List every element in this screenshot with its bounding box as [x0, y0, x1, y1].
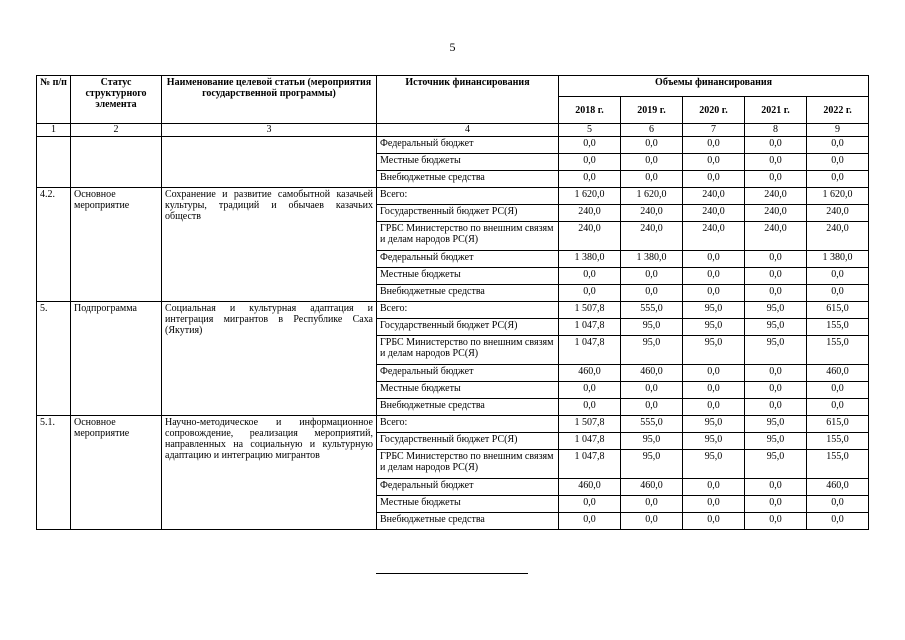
funding-value: 0,0: [559, 268, 621, 285]
funding-value: 95,0: [745, 450, 807, 479]
funding-value: 0,0: [559, 399, 621, 416]
funding-value: 0,0: [807, 513, 869, 530]
funding-value: 460,0: [559, 365, 621, 382]
funding-value: 240,0: [683, 205, 745, 222]
header-volumes: Объемы финансирования: [559, 76, 869, 97]
funding-value: 95,0: [745, 319, 807, 336]
funding-value: 0,0: [621, 513, 683, 530]
funding-source: Федеральный бюджет: [377, 365, 559, 382]
column-number: 4: [377, 124, 559, 137]
row-number: 4.2.: [37, 188, 71, 302]
funding-value: 0,0: [745, 513, 807, 530]
funding-value: 0,0: [683, 365, 745, 382]
funding-value: 95,0: [745, 336, 807, 365]
funding-source: Государственный бюджет РС(Я): [377, 319, 559, 336]
funding-value: 460,0: [559, 479, 621, 496]
funding-value: 0,0: [559, 285, 621, 302]
funding-value: 0,0: [621, 154, 683, 171]
funding-value: 240,0: [683, 188, 745, 205]
funding-value: 240,0: [559, 222, 621, 251]
funding-value: 95,0: [683, 302, 745, 319]
funding-value: 0,0: [807, 285, 869, 302]
funding-value: 95,0: [683, 416, 745, 433]
funding-value: 1 620,0: [621, 188, 683, 205]
funding-source: Федеральный бюджет: [377, 251, 559, 268]
table-row: [37, 137, 869, 154]
funding-value: 0,0: [559, 382, 621, 399]
row-number: 5.1.: [37, 416, 71, 530]
funding-value: 1 620,0: [559, 188, 621, 205]
funding-source: ГРБС Министерство по внешним связям и делам народов РС(Я): [377, 222, 559, 251]
column-numbers-row: [37, 124, 869, 137]
funding-value: 1 380,0: [559, 251, 621, 268]
funding-source: Всего:: [377, 188, 559, 205]
row-number: 5.: [37, 302, 71, 416]
funding-value: 0,0: [621, 496, 683, 513]
funding-value: 0,0: [621, 285, 683, 302]
funding-value: 240,0: [683, 222, 745, 251]
item-name: Социальная и культурная адаптация и интеграция мигрантов в Республике Саха (Якутия): [162, 302, 377, 416]
funding-source: Местные бюджеты: [377, 268, 559, 285]
funding-value: 240,0: [621, 205, 683, 222]
funding-value: 0,0: [807, 171, 869, 188]
funding-source: ГРБС Министерство по внешним связям и делам народов РС(Я): [377, 336, 559, 365]
funding-value: 615,0: [807, 416, 869, 433]
header-source: Источник финансирования: [377, 76, 559, 124]
column-number: 3: [162, 124, 377, 137]
funding-value: 155,0: [807, 319, 869, 336]
funding-value: 0,0: [807, 399, 869, 416]
funding-value: 0,0: [683, 268, 745, 285]
funding-value: 0,0: [745, 285, 807, 302]
item-name: [162, 137, 377, 188]
funding-value: 0,0: [683, 171, 745, 188]
table-body: [37, 137, 869, 530]
financing-table: [36, 75, 869, 530]
funding-value: 1 380,0: [807, 251, 869, 268]
funding-value: 240,0: [807, 222, 869, 251]
funding-value: 460,0: [807, 365, 869, 382]
structural-status: [71, 137, 162, 188]
funding-value: 1 620,0: [807, 188, 869, 205]
funding-value: 95,0: [683, 336, 745, 365]
column-number: 6: [621, 124, 683, 137]
funding-source: Государственный бюджет РС(Я): [377, 205, 559, 222]
funding-value: 240,0: [745, 205, 807, 222]
funding-value: 0,0: [745, 154, 807, 171]
funding-value: 95,0: [621, 319, 683, 336]
funding-value: 0,0: [683, 399, 745, 416]
funding-source: Федеральный бюджет: [377, 479, 559, 496]
funding-value: 0,0: [683, 496, 745, 513]
funding-source: ГРБС Министерство по внешним связям и делам народов РС(Я): [377, 450, 559, 479]
structural-status: Основное мероприятие: [71, 416, 162, 530]
funding-source: Местные бюджеты: [377, 154, 559, 171]
funding-value: 0,0: [683, 479, 745, 496]
item-name: Научно-методическое и информационное сопровождение, реализация мероприятий, направленных на социальную и культурную адаптацию и интеграцию мигрантов: [162, 416, 377, 530]
funding-value: 0,0: [683, 513, 745, 530]
funding-source: Внебюджетные средства: [377, 171, 559, 188]
item-name: Сохранение и развитие самобытной казачьей культуры, традиций и обычаев казачьих обществ: [162, 188, 377, 302]
funding-value: 615,0: [807, 302, 869, 319]
funding-value: 0,0: [621, 382, 683, 399]
funding-value: 0,0: [621, 171, 683, 188]
funding-value: 95,0: [621, 450, 683, 479]
funding-value: 0,0: [745, 479, 807, 496]
funding-value: 0,0: [621, 137, 683, 154]
funding-source: Внебюджетные средства: [377, 285, 559, 302]
funding-value: 0,0: [745, 251, 807, 268]
structural-status: Основное мероприятие: [71, 188, 162, 302]
funding-value: 240,0: [621, 222, 683, 251]
header-year: 2019 г.: [621, 97, 683, 124]
funding-value: 95,0: [683, 450, 745, 479]
column-number: 8: [745, 124, 807, 137]
funding-value: 95,0: [745, 302, 807, 319]
funding-source: Внебюджетные средства: [377, 513, 559, 530]
funding-value: 240,0: [807, 205, 869, 222]
funding-source: Местные бюджеты: [377, 382, 559, 399]
funding-value: 0,0: [621, 399, 683, 416]
structural-status: Подпрограмма: [71, 302, 162, 416]
funding-value: 1 507,8: [559, 302, 621, 319]
funding-value: 95,0: [683, 319, 745, 336]
funding-value: 0,0: [807, 137, 869, 154]
funding-value: 460,0: [807, 479, 869, 496]
funding-value: 155,0: [807, 433, 869, 450]
table-row: [37, 188, 869, 205]
funding-value: 240,0: [559, 205, 621, 222]
funding-value: 1 047,8: [559, 433, 621, 450]
column-number: 2: [71, 124, 162, 137]
table-header: [37, 76, 869, 137]
funding-value: 0,0: [807, 496, 869, 513]
header-year: 2022 г.: [807, 97, 869, 124]
funding-value: 1 380,0: [621, 251, 683, 268]
header-number: № п/п: [37, 76, 71, 124]
funding-value: 240,0: [745, 222, 807, 251]
column-number: 5: [559, 124, 621, 137]
funding-value: 1 047,8: [559, 319, 621, 336]
header-status: Статус структурного элемента: [71, 76, 162, 124]
funding-value: 0,0: [683, 137, 745, 154]
funding-value: 555,0: [621, 302, 683, 319]
funding-value: 1 047,8: [559, 336, 621, 365]
funding-source: Всего:: [377, 416, 559, 433]
row-number: [37, 137, 71, 188]
funding-value: 95,0: [621, 433, 683, 450]
column-number: 7: [683, 124, 745, 137]
funding-source: Всего:: [377, 302, 559, 319]
funding-value: 0,0: [745, 399, 807, 416]
funding-value: 0,0: [745, 268, 807, 285]
funding-value: 0,0: [559, 513, 621, 530]
header-name: Наименование целевой статьи (мероприятия государственной программы): [162, 76, 377, 124]
funding-source: Государственный бюджет РС(Я): [377, 433, 559, 450]
funding-value: 0,0: [559, 171, 621, 188]
footnote-separator: [376, 573, 528, 574]
funding-value: 155,0: [807, 450, 869, 479]
header-year: 2020 г.: [683, 97, 745, 124]
funding-value: 0,0: [807, 154, 869, 171]
funding-value: 0,0: [559, 154, 621, 171]
funding-value: 0,0: [745, 171, 807, 188]
funding-value: 460,0: [621, 479, 683, 496]
funding-value: 0,0: [559, 137, 621, 154]
funding-value: 0,0: [745, 137, 807, 154]
header-year: 2018 г.: [559, 97, 621, 124]
funding-value: 155,0: [807, 336, 869, 365]
funding-value: 0,0: [621, 268, 683, 285]
funding-value: 0,0: [745, 365, 807, 382]
table-row: [37, 416, 869, 433]
funding-value: 0,0: [559, 496, 621, 513]
funding-value: 0,0: [683, 285, 745, 302]
funding-value: 95,0: [683, 433, 745, 450]
funding-source: Федеральный бюджет: [377, 137, 559, 154]
funding-source: Местные бюджеты: [377, 496, 559, 513]
funding-value: 0,0: [807, 268, 869, 285]
funding-value: 0,0: [683, 154, 745, 171]
funding-value: 0,0: [807, 382, 869, 399]
funding-value: 555,0: [621, 416, 683, 433]
funding-value: 0,0: [745, 496, 807, 513]
funding-value: 1 507,8: [559, 416, 621, 433]
funding-value: 95,0: [745, 433, 807, 450]
funding-value: 95,0: [745, 416, 807, 433]
header-year: 2021 г.: [745, 97, 807, 124]
funding-value: 460,0: [621, 365, 683, 382]
funding-value: 0,0: [683, 251, 745, 268]
column-number: 9: [807, 124, 869, 137]
funding-value: 0,0: [683, 382, 745, 399]
column-number: 1: [37, 124, 71, 137]
funding-source: Внебюджетные средства: [377, 399, 559, 416]
header-row-1: [37, 76, 869, 97]
page-number: 5: [449, 40, 456, 54]
funding-value: 240,0: [745, 188, 807, 205]
funding-value: 95,0: [621, 336, 683, 365]
funding-value: 1 047,8: [559, 450, 621, 479]
funding-value: 0,0: [745, 382, 807, 399]
table-row: [37, 302, 869, 319]
